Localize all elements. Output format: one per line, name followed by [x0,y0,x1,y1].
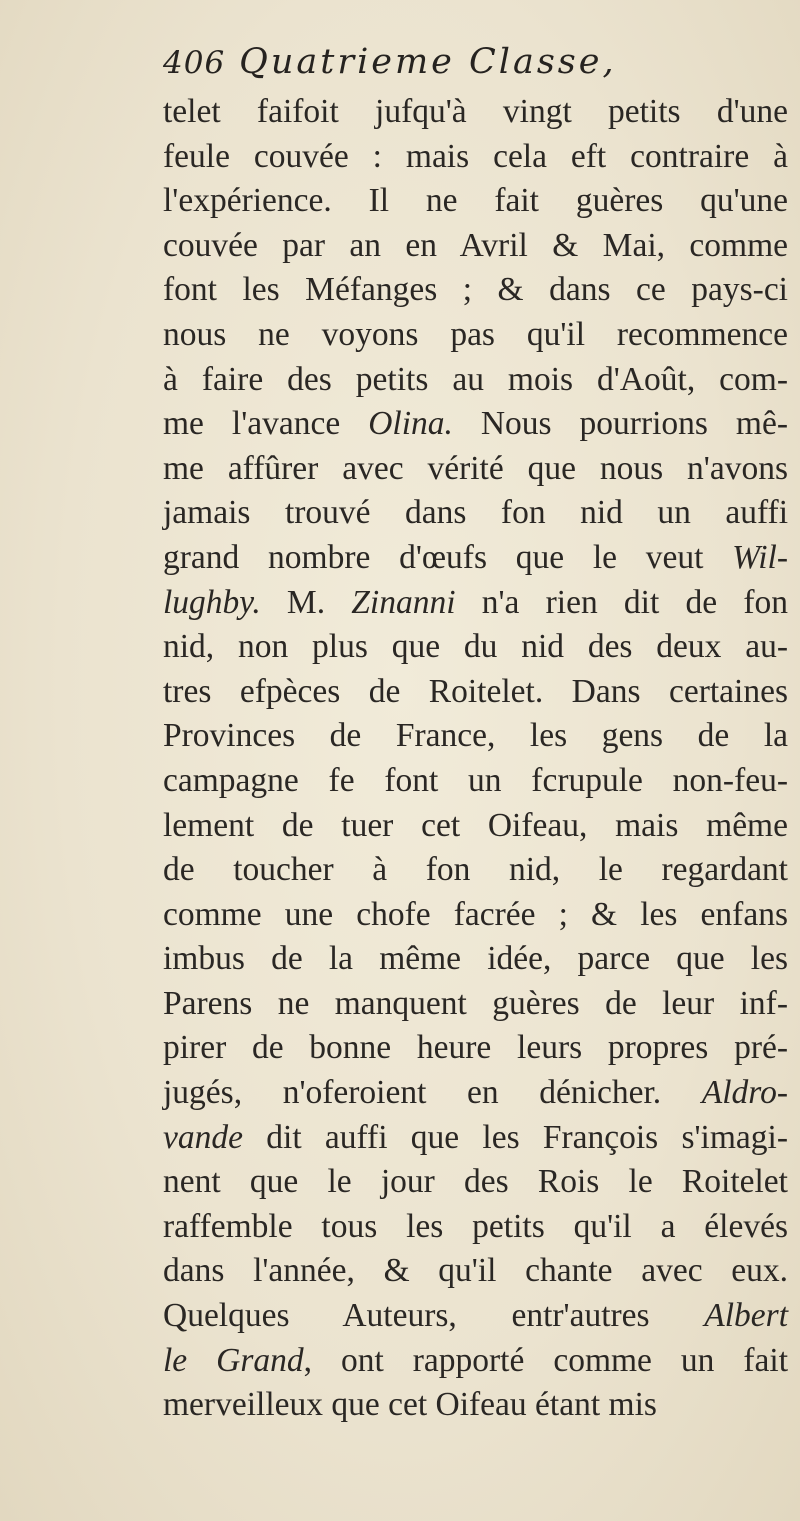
text-line [163,1339,788,1384]
text-line [163,90,788,135]
text-line [163,670,788,715]
text-segment: font les Méfanges ; & dans ce pays-ci [163,271,788,309]
text-line [163,1205,788,1250]
text-segment: merveilleux que cet Oifeau étant mis [163,1386,657,1424]
text-segment: me l'avance [163,405,369,443]
text-line [163,848,788,893]
text-line [163,313,788,358]
text-segment: pirer de bonne heure leurs propres pré- [163,1029,788,1067]
text-line [163,581,788,626]
text-line [163,224,788,269]
text-segment: M. [260,583,352,621]
text-segment: nid, non plus que du nid des deux au- [163,628,788,666]
text-segment: dans l'année, & qu'il chante avec eux. [163,1252,788,1290]
text-segment: campagne fe font un fcrupule non-feu- [163,761,788,799]
text-segment: Parens ne manquent guères de leur inf- [163,984,788,1022]
text-segment: comme une chofe facrée ; & les enfans [163,895,788,933]
text-line [163,893,788,938]
text-line [163,447,788,492]
text-segment: couvée par an en Avril & Mai, comme [163,226,788,264]
text-segment: jugés, n'oferoient en dénicher. [163,1074,702,1112]
text-segment: jamais trouvé dans fon nid un auffi [163,494,788,532]
text-line [163,1160,788,1205]
text-segment: , ont rapporté comme un fait [303,1341,788,1379]
italic-name: Aldro- [701,1074,788,1112]
text-line [163,268,788,313]
text-segment: de toucher à fon nid, le regardant [163,851,788,889]
text-line [163,1026,788,1071]
page-number: 406 [163,45,226,81]
text-segment: grand nombre d'œufs que le veut [163,538,733,576]
page-header [163,42,763,92]
text-line [163,982,788,1027]
text-line [163,759,788,804]
text-segment: telet faifoit jufqu'à vingt petits d'une [163,93,788,130]
text-line [163,804,788,849]
text-line [163,1071,788,1116]
italic-name: Albert [704,1297,788,1335]
text-line [163,491,788,536]
italic-name: Zinanni [351,583,456,621]
text-line [163,1294,788,1339]
text-line [163,402,788,447]
text-line [163,179,788,224]
text-line [163,135,788,180]
text-segment: me affûrer avec vérité que nous n'avons [163,449,788,487]
text-segment: raffemble tous les petits qu'il a élevés [163,1207,788,1245]
text-segment: nent que le jour des Rois le Roitelet [163,1163,788,1201]
text-line [163,536,788,581]
text-segment: Quelques Auteurs, entr'autres [163,1297,705,1335]
text-segment: Nous pourrions mê- [452,405,788,443]
text-segment: tres efpèces de Roitelet. Dans certaines [163,672,788,710]
text-line [163,1249,788,1294]
text-segment: imbus de la même idée, parce que les [163,940,788,978]
running-head: Quatrieme Classe, [239,42,617,82]
italic-name: Olina. [368,405,453,443]
italic-name: le Grand [163,1341,304,1379]
text-segment: feule couvée : mais cela eft contraire à [163,137,788,175]
italic-name: Wil- [732,538,788,576]
text-segment: dit auffi que les François s'imagi- [243,1118,788,1156]
body-text [163,90,788,1428]
text-line [163,937,788,982]
italic-name: lughby. [163,583,261,621]
text-segment: à faire des petits au mois d'Août, com- [163,360,788,398]
text-line [163,358,788,403]
text-segment: l'expérience. Il ne fait guères qu'une [163,182,788,220]
text-line [163,625,788,670]
text-line [163,714,788,759]
italic-name: vande [163,1118,243,1156]
text-line [163,1116,788,1161]
text-segment: nous ne voyons pas qu'il recommence [163,315,788,353]
text-line [163,1383,788,1428]
text-segment: lement de tuer cet Oifeau, mais même [163,806,788,844]
text-segment: n'a rien dit de fon [455,583,788,621]
text-segment: Provinces de France, les gens de la [163,717,788,755]
